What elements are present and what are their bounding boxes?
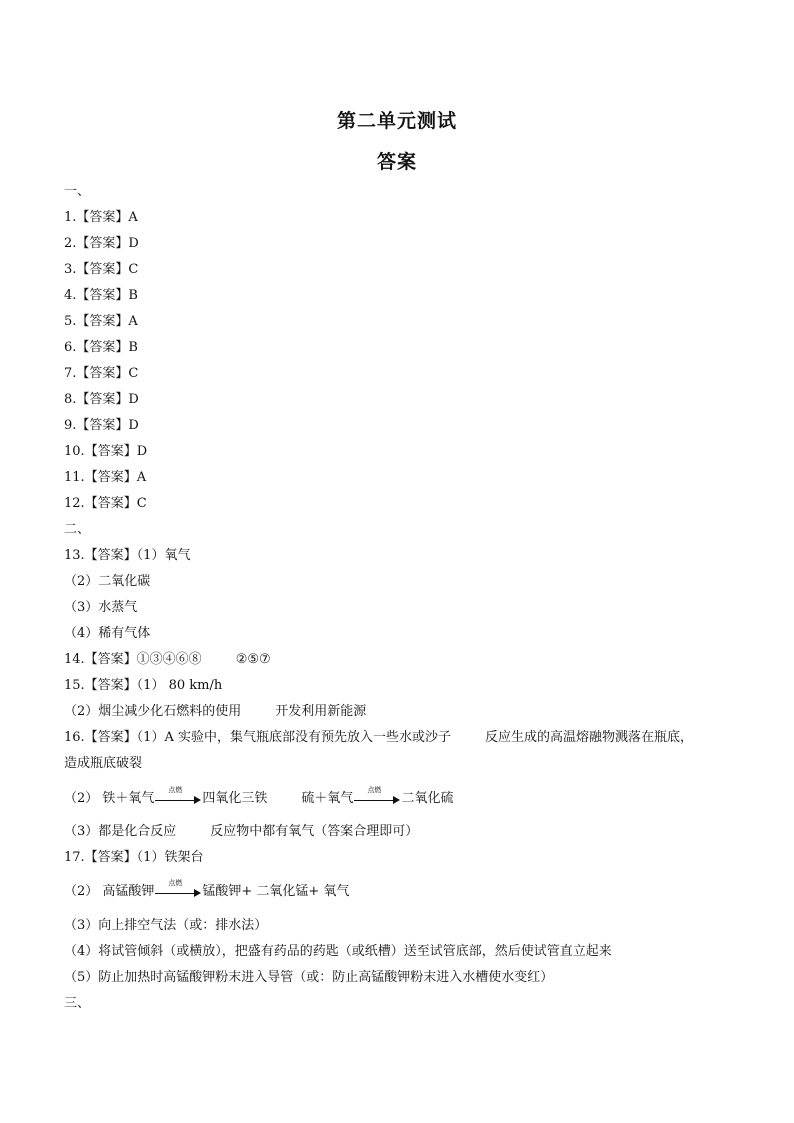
answer-value: B — [128, 288, 138, 303]
item-number: 5. — [64, 314, 77, 329]
q16-part-3a: （3）都是化合反应 — [64, 824, 177, 839]
equation-reactants-2: 硫＋氧气 — [301, 791, 354, 806]
reaction-condition: 点燃 — [168, 785, 183, 794]
equation-reactant: （2） 高锰酸钾 — [64, 884, 155, 899]
q16-answer-3 — [64, 823, 418, 841]
answer-tag: 【答案】 — [76, 314, 129, 329]
reaction-condition: 点燃 — [168, 878, 183, 887]
page-subtitle: 答案 — [376, 151, 417, 173]
answer-value: C — [128, 262, 139, 277]
reaction-arrow — [155, 785, 201, 804]
item-number: 3. — [64, 262, 77, 277]
answer-item-9 — [64, 417, 139, 435]
answer-tag: 【答案】 — [76, 340, 129, 355]
q15-answer-2 — [64, 703, 366, 721]
q17-answer-3: （3）向上排空气法（或：排水法） — [64, 918, 268, 933]
answer-value: A — [136, 470, 147, 485]
item-number: 6. — [64, 340, 77, 355]
reaction-arrow — [354, 785, 400, 804]
answer-value: C — [128, 366, 139, 381]
section-heading-two: 二、 — [64, 522, 91, 537]
answer-item-4 — [64, 287, 138, 305]
q15-answer-1: 15.【答案】（1） 80 km/h — [64, 678, 223, 693]
q17-answer-1: 17.【答案】（1）铁架台 — [64, 850, 204, 865]
answer-value: A — [128, 314, 138, 329]
answer-tag: 【答案】 — [76, 366, 129, 381]
item-number: 7. — [64, 366, 77, 381]
answer-tag: 【答案】 — [76, 392, 129, 407]
answer-tag: 【答案】 — [76, 210, 129, 225]
answer-item-12 — [64, 495, 147, 513]
q15-part-b: 开发利用新能源 — [275, 704, 367, 719]
reaction-arrow — [155, 878, 201, 897]
answer-item-2 — [64, 235, 139, 253]
q16-part-b: 反应生成的高温熔融物溅落在瓶底， — [484, 730, 693, 745]
item-number: 2. — [64, 236, 77, 251]
answer-value: B — [128, 340, 138, 355]
page-title: 第二单元测试 — [336, 110, 457, 132]
answer-item-1 — [64, 209, 138, 227]
answer-item-11 — [64, 469, 146, 487]
answer-value: D — [128, 418, 139, 433]
q13-answer-4: （4）稀有气体 — [64, 626, 151, 641]
q15-part-a: （2）烟尘减少化石燃料的使用 — [64, 704, 242, 719]
q16-part-a: 16.【答案】（1）A 实验中，集气瓶底部没有预先放入一些水或沙子 — [64, 730, 451, 745]
equation-product-2: 二氧化硫 — [401, 791, 454, 806]
reaction-condition: 点燃 — [367, 785, 382, 794]
answer-item-8 — [64, 391, 139, 409]
q14-answer — [64, 651, 271, 669]
q17-answer-2 — [64, 878, 350, 901]
q17-answer-5: （5）防止加热时高锰酸钾粉末进入导管（或：防止高锰酸钾粉末进入水槽使水变红） — [64, 970, 554, 985]
item-number: 11. — [64, 470, 85, 485]
q17-answer-4: （4）将试管倾斜（或横放），把盛有药品的药匙（或纸槽）送至试管底部，然后使试管直立起来 — [64, 944, 612, 959]
q13-answer-3: （3）水蒸气 — [64, 600, 138, 615]
answer-tag: 【答案】 — [84, 496, 137, 511]
item-number: 4. — [64, 288, 77, 303]
answer-value: A — [128, 210, 138, 225]
answer-tag: 【答案】 — [76, 288, 129, 303]
item-number: 10. — [64, 444, 85, 459]
item-number: 9. — [64, 418, 77, 433]
equation-reactants-1: （2） 铁＋氧气 — [64, 791, 155, 806]
answer-tag: 【答案】 — [84, 470, 137, 485]
q13-answer-1: 13.【答案】（1）氧气 — [64, 548, 191, 563]
q16-answer-2 — [64, 785, 454, 808]
q16-answer-1-continued: 造成瓶底破裂 — [64, 756, 143, 771]
q14-part-b: ②⑤⑦ — [235, 652, 271, 667]
answer-tag: 【答案】 — [76, 418, 129, 433]
equation-products: 锰酸钾+ 二氧化锰+ 氧气 — [202, 884, 350, 899]
answer-item-7 — [64, 365, 138, 383]
q16-part-3b: 反应物中都有氧气（答案合理即可） — [210, 824, 419, 839]
answer-value: D — [128, 392, 139, 407]
answer-tag: 【答案】 — [76, 262, 129, 277]
answer-item-3 — [64, 261, 138, 279]
answer-item-6 — [64, 339, 138, 357]
equation-product-1: 四氧化三铁 — [202, 791, 268, 806]
item-number: 12. — [64, 496, 85, 511]
answer-tag: 【答案】 — [84, 444, 137, 459]
q16-answer-1 — [64, 729, 693, 747]
answer-tag: 【答案】 — [76, 236, 129, 251]
answer-value: D — [128, 236, 139, 251]
answer-value: C — [136, 496, 147, 511]
q13-answer-2: （2）二氧化碳 — [64, 574, 151, 589]
item-number: 8. — [64, 392, 77, 407]
item-number: 1. — [64, 210, 77, 225]
answer-item-5 — [64, 313, 138, 331]
answer-item-10 — [64, 443, 147, 461]
q14-part-a: 14.【答案】①③④⑥⑧ — [64, 652, 202, 667]
answer-value: D — [136, 444, 148, 459]
section-heading-three: 三、 — [64, 996, 91, 1011]
section-heading-one: 一、 — [64, 184, 91, 199]
